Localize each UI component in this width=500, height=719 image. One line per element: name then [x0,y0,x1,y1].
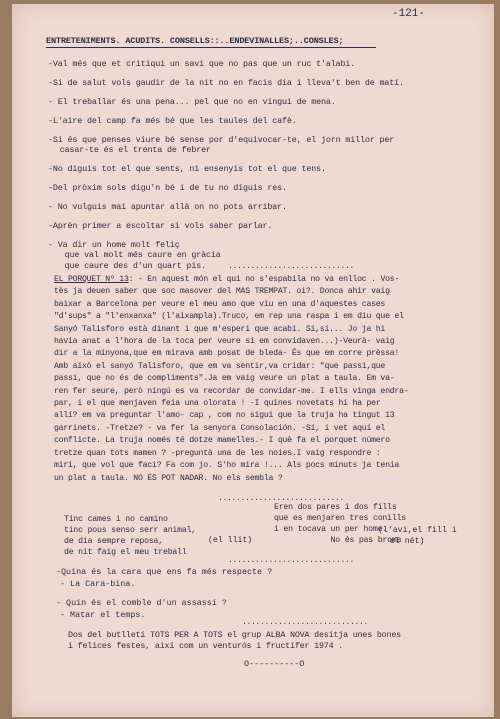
poem-line: de dia sempre reposa, [64,537,163,546]
story-line: "d'sups" a "l'enxanxa" (l'aixampla).Truco, em rep una raspa i em diu que el [54,312,404,322]
document-page [12,4,494,717]
farewell-line: i felices festes, així com un venturós i fructífer 1974 . [68,641,344,652]
story-text [54,274,434,485]
riddle-answer: - Matar el temps. [60,609,146,620]
advice-line: -Val més que et critiqui un savi que no pas que un ruc t'alabi. [48,59,356,69]
riddle-answer: - La Cara-bina. [60,578,136,589]
riddles [56,567,272,629]
story-line: : - En aquest món el qui no s'espabila no va enlloc . Vos- [128,275,400,284]
riddle-answer-left: (el llit) [208,536,253,545]
advice-item [48,202,408,213]
answer-line: el nét) [390,537,425,546]
separator: ............................ [228,262,355,271]
advice-line: - El treballar és una pena... pel que no en vingui de mena. [48,96,336,107]
separator: ............................ [218,494,345,503]
story-line: tès ja deuen saber que soc masover del MAS TREMPAT. oi?. Donca ahir vaig [54,287,390,297]
poem-line: No és pas broma [274,536,402,545]
story-line: dir a la minyona,que em mirava amb posat de bleda- És que em corre prèssa! [54,349,400,359]
riddle-poem-left [64,514,196,558]
story-title: EL PORQUET Nº 13 [54,275,129,284]
advice-line: - Va dir un home molt feliç [48,239,180,250]
advice-item [48,164,408,175]
story-line: garrinets. -Tretze? - va fer la senyora Consolación. -Sí, i vet aquí el [54,423,386,433]
advice-line: -L'aire del camp fa més bé que les taules del cafè. [48,115,297,126]
poem-line: tinc pous senso serr animal, [64,526,196,535]
advice-line: que val molt més caure en gràcia [50,250,221,261]
story-line: Amb això el sanyó Talisforo, que em va sentir,va cridar: "que passi,que [54,361,386,371]
advice-line: -Si de salut vols gaudir de la nit no en facis dia i lleva't ben de matí. [48,77,404,88]
story-line: baixar a Barcelona per veure el meu amo que viu en una d'aquestes cases [54,299,386,309]
riddle-question: -Quina és la cara que ens fa més respecte ? [56,567,273,577]
story-line: tretze quan tots mamen ? -preguntà una de les noies.I vaig respondre : [54,448,381,458]
advice-item [48,78,408,89]
story-line: passi, que no és de compliments".Ja em vaig veure un plat a taula. Em va- [54,374,395,384]
story-line: conflicte. La truja només té dotze mamelles.- I què fa el porquet número [54,436,390,446]
advice-item [48,59,408,70]
advice-line: -Del pròxim sols digu'n bé i de tu no diguis res. [48,182,287,193]
advice-line: casar-te és el trenta de febrer [50,145,211,156]
farewell-message [68,630,401,652]
separator: ............................ [228,556,355,565]
poem-line: Eren dos pares i dos fills [274,503,397,512]
story-line: ren fer seure, però ningú es va recordar de convidar-me. I ells vinga endra- [54,386,409,396]
end-mark: O----------O [244,659,305,669]
advice-item [48,183,408,194]
advice-line: -No diguis tot el que sents, ni ensenyis tot el que tens. [48,164,326,175]
riddle-question: - Quin és el comble d'un assassí ? [56,598,227,608]
story-line: allí? em va preguntar l'amo- cap , com no sigui que la truja ha tingut 13 [54,411,395,421]
advice-line: que caure des d'un quart pis. [50,260,207,271]
story-line: havia anat a l'hora de la toca per veure si em convidaven...)-Veurà- vaig [54,337,395,347]
story-line: par, i el que menjaven feia una olorata ! -I quines novetats hi ha per [54,399,381,409]
section-header: ENTRETENIMENTS. ACUDITS. CONSELLS::..ENDEVINALLES;..CONSLES; [46,36,376,48]
advice-item [48,116,408,127]
farewell-line: Dos del butlletí TOTS PER A TOTS el grup ALBA NOVA desitja unes bones [68,630,401,640]
riddle-answer-right [378,525,457,547]
advice-item [48,135,408,156]
story-line: un plat a taula. NO ES POT NADAR. No els sembla ? [54,473,283,483]
advice-line: - No vulguis mai apuntar allà on no pots arribar. [48,201,287,212]
story-line: Sanyó Talisforo està dinant i que m'esperi que acabi. Sí,sí... Jo ja hi [54,324,386,334]
advice-line: -Si és que penses viure bé sense por d'equivocar-te, el jorn millor per [48,134,395,145]
separator: ............................ [242,618,369,627]
advice-line: -Aprèn primer a escoltar si vols saber parlar. [48,220,273,231]
advice-list [48,59,408,280]
advice-item [48,221,408,232]
answer-line: (l'avi,el fill i [378,526,457,535]
poem-line: Tinc cames i no camino [64,515,168,524]
poem-line: que es menjaren tres conills [274,514,406,523]
story-line: miri, que vol que faci? Fa com jo. S'ho mira !... Als pocs minuts ja tenia [54,461,400,471]
advice-item [48,97,408,108]
page-number: -121- [392,8,426,20]
poem-line: de nit faig el meu treball [64,548,187,557]
poem-line: i en tocava un per home. [274,525,388,534]
